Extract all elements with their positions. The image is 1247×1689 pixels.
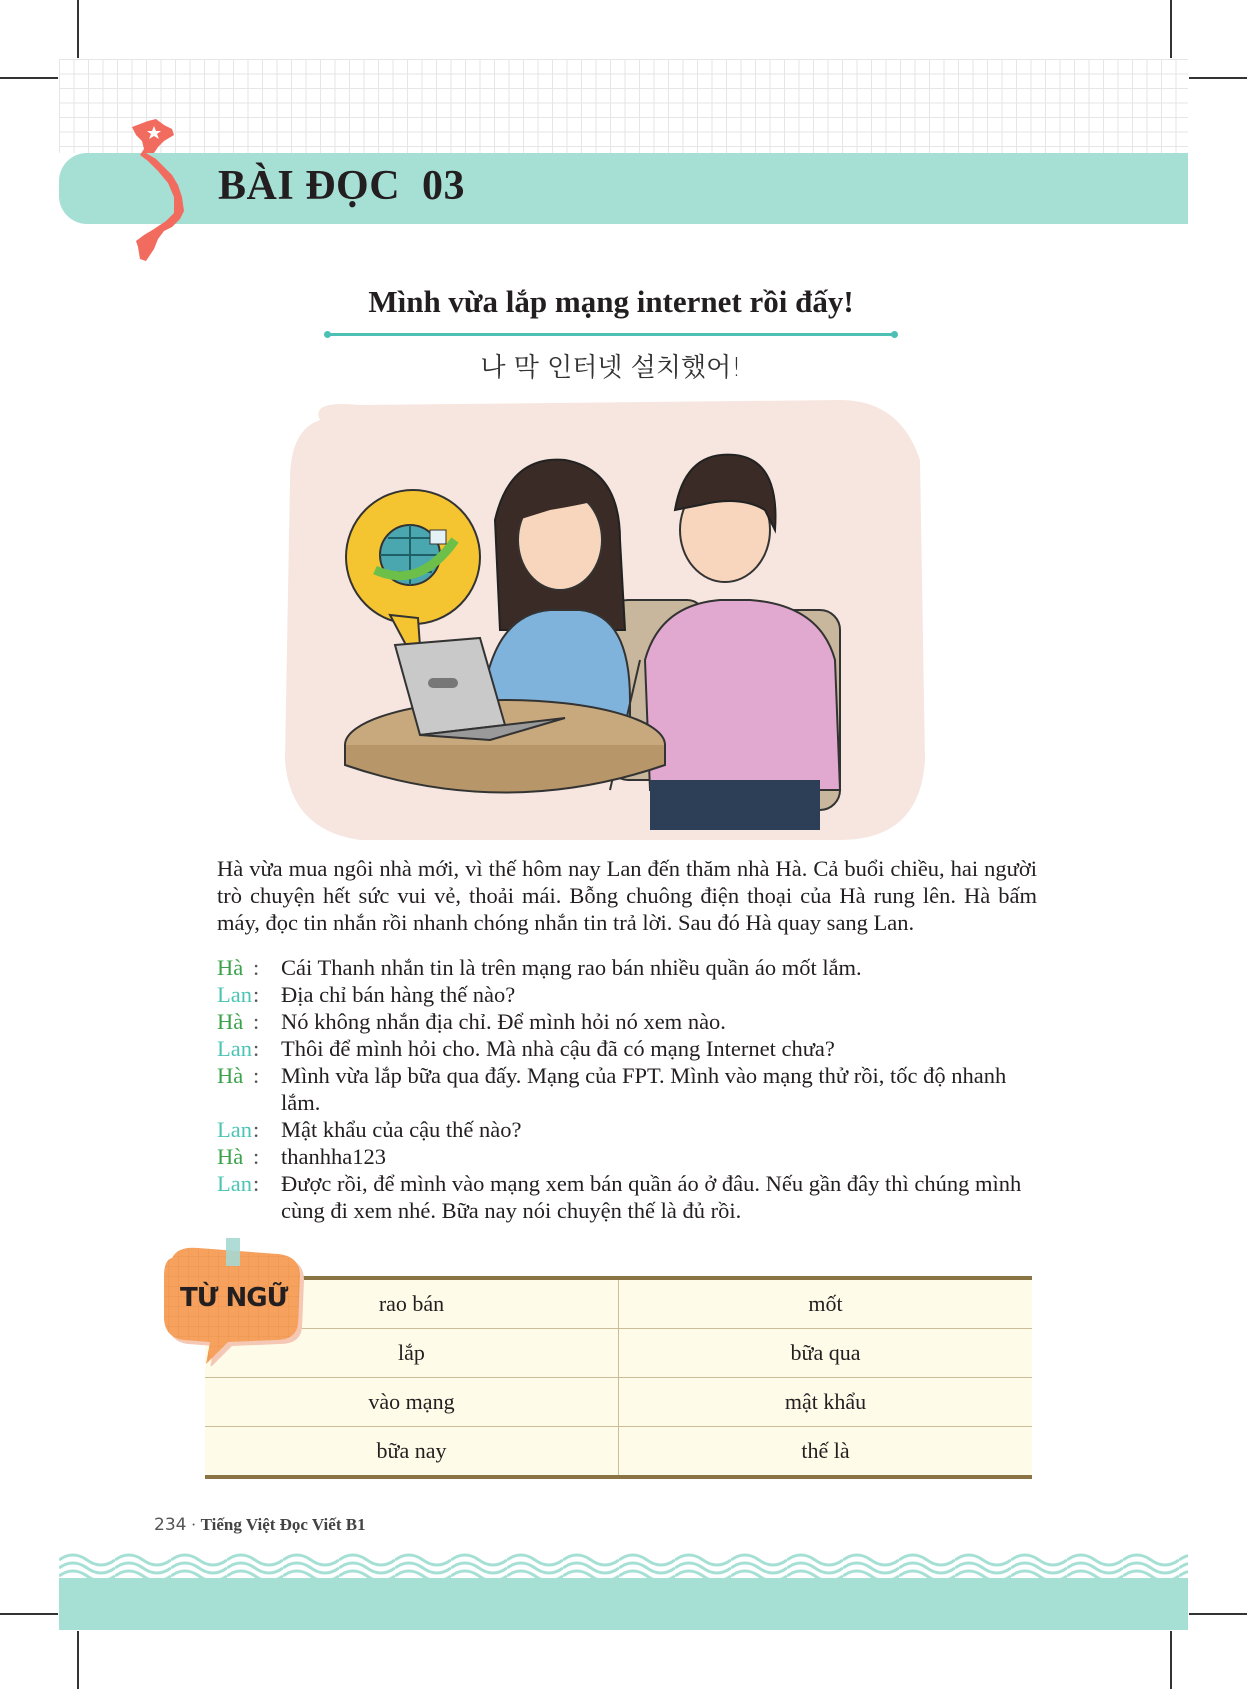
dialogue-text: Địa chỉ bán hàng thế nào? [281, 982, 516, 1007]
header-grid-background [59, 59, 1188, 153]
vocab-word: bữa nay [205, 1427, 619, 1478]
colon: : [253, 1009, 260, 1034]
crop-mark [0, 77, 58, 79]
dialogue-line [217, 1008, 1047, 1035]
crop-mark [77, 0, 79, 58]
dialogue-line [217, 1143, 1047, 1170]
reading-title-korean: 나 막 인터넷 설치했어! [480, 353, 742, 383]
dialogue-line [217, 1116, 1047, 1143]
dialogue-line [217, 1035, 1047, 1062]
colon: : [253, 1063, 260, 1088]
page-number: 234 [154, 1515, 187, 1535]
book-title: Tiếng Việt Đọc Viết B1 [200, 1515, 366, 1534]
crop-mark [0, 1613, 58, 1615]
underline-dot [891, 331, 898, 338]
crop-mark [1170, 1631, 1172, 1689]
colon: : [253, 982, 260, 1007]
dialogue-text: Được rồi, để mình vào mạng xem bán quần áo ở đâu. Nếu gần đây thì chúng mình cùng đi xem nhé. Bữa nay nói chuyện thế là đủ rồi. [281, 1171, 1022, 1223]
page-footer [154, 1515, 366, 1535]
dialogue-line [217, 954, 1047, 981]
illustration-two-friends-laptop [280, 400, 930, 845]
speaker-name: Hà [217, 1144, 244, 1169]
vietnam-map-icon [128, 117, 208, 267]
colon: : [253, 955, 260, 980]
footer-separator: · [190, 1515, 197, 1534]
table-row [205, 1278, 1032, 1329]
crop-mark [77, 1631, 79, 1689]
speaker-name: Lan [217, 1036, 252, 1061]
table-row [205, 1427, 1032, 1478]
dialogue-line [217, 1170, 1047, 1224]
colon: : [253, 1144, 260, 1169]
vocab-word: lắp [205, 1329, 619, 1378]
dialogue-text: Cái Thanh nhắn tin là trên mạng rao bán nhiều quần áo mốt lắm. [281, 955, 862, 980]
dialogue-text: Thôi để mình hỏi cho. Mà nhà cậu đã có mạng Internet chưa? [281, 1036, 835, 1061]
vocab-word: bữa qua [619, 1329, 1033, 1378]
crop-mark [1170, 0, 1172, 58]
dialogue-text: Mình vừa lắp bữa qua đấy. Mạng của FPT. Mình vào mạng thử rồi, tốc độ nhanh lắm. [281, 1063, 1007, 1115]
table-row [205, 1329, 1032, 1378]
vocab-word: vào mạng [205, 1378, 619, 1427]
colon: : [253, 1117, 260, 1142]
dialogue-text: Mật khẩu của cậu thế nào? [281, 1117, 522, 1142]
colon: : [253, 1171, 260, 1196]
speaker-name: Hà [217, 955, 244, 980]
crop-mark [1189, 1613, 1247, 1615]
speaker-name: Hà [217, 1009, 244, 1034]
dialogue [217, 954, 1047, 1224]
vocabulary-badge-label: TỪ NGỮ [180, 1283, 288, 1313]
footer-wave-decoration [59, 1550, 1188, 1580]
vocabulary-table [205, 1276, 1032, 1479]
intro-paragraph: Hà vừa mua ngôi nhà mới, vì thế hôm nay Lan đến thăm nhà Hà. Cả buổi chiều, hai người trò chuyện hết sức vui vẻ, thoải mái. Bỗng chuông điện thoại của Hà rung lên. Hà bấm máy, đọc tin nhắn rồi nhanh chóng nhắn tin trả lời. Sau đó Hà quay sang Lan. [217, 856, 1037, 935]
vocab-word: mật khẩu [619, 1378, 1033, 1427]
dialogue-line [217, 1062, 1047, 1116]
title-underline [327, 333, 895, 336]
vocab-word: mốt [619, 1278, 1033, 1329]
dialogue-line [217, 981, 1047, 1008]
dialogue-text: thanhha123 [281, 1144, 386, 1169]
speaker-name: Hà [217, 1063, 244, 1088]
speaker-name: Lan [217, 1171, 252, 1196]
reading-title: Mình vừa lắp mạng internet rồi đấy! [368, 284, 854, 319]
table-row [205, 1378, 1032, 1427]
dialogue-text: Nó không nhắn địa chỉ. Để mình hỏi nó xem nào. [281, 1009, 726, 1034]
colon: : [253, 1036, 260, 1061]
speaker-name: Lan [217, 1117, 252, 1142]
lesson-title: BÀI ĐỌC 03 [218, 163, 466, 209]
vocab-word: rao bán [205, 1278, 619, 1329]
vocab-word: thế là [801, 1438, 850, 1463]
footer-band [59, 1578, 1188, 1630]
crop-mark [1189, 77, 1247, 79]
speaker-name: Lan [217, 982, 252, 1007]
